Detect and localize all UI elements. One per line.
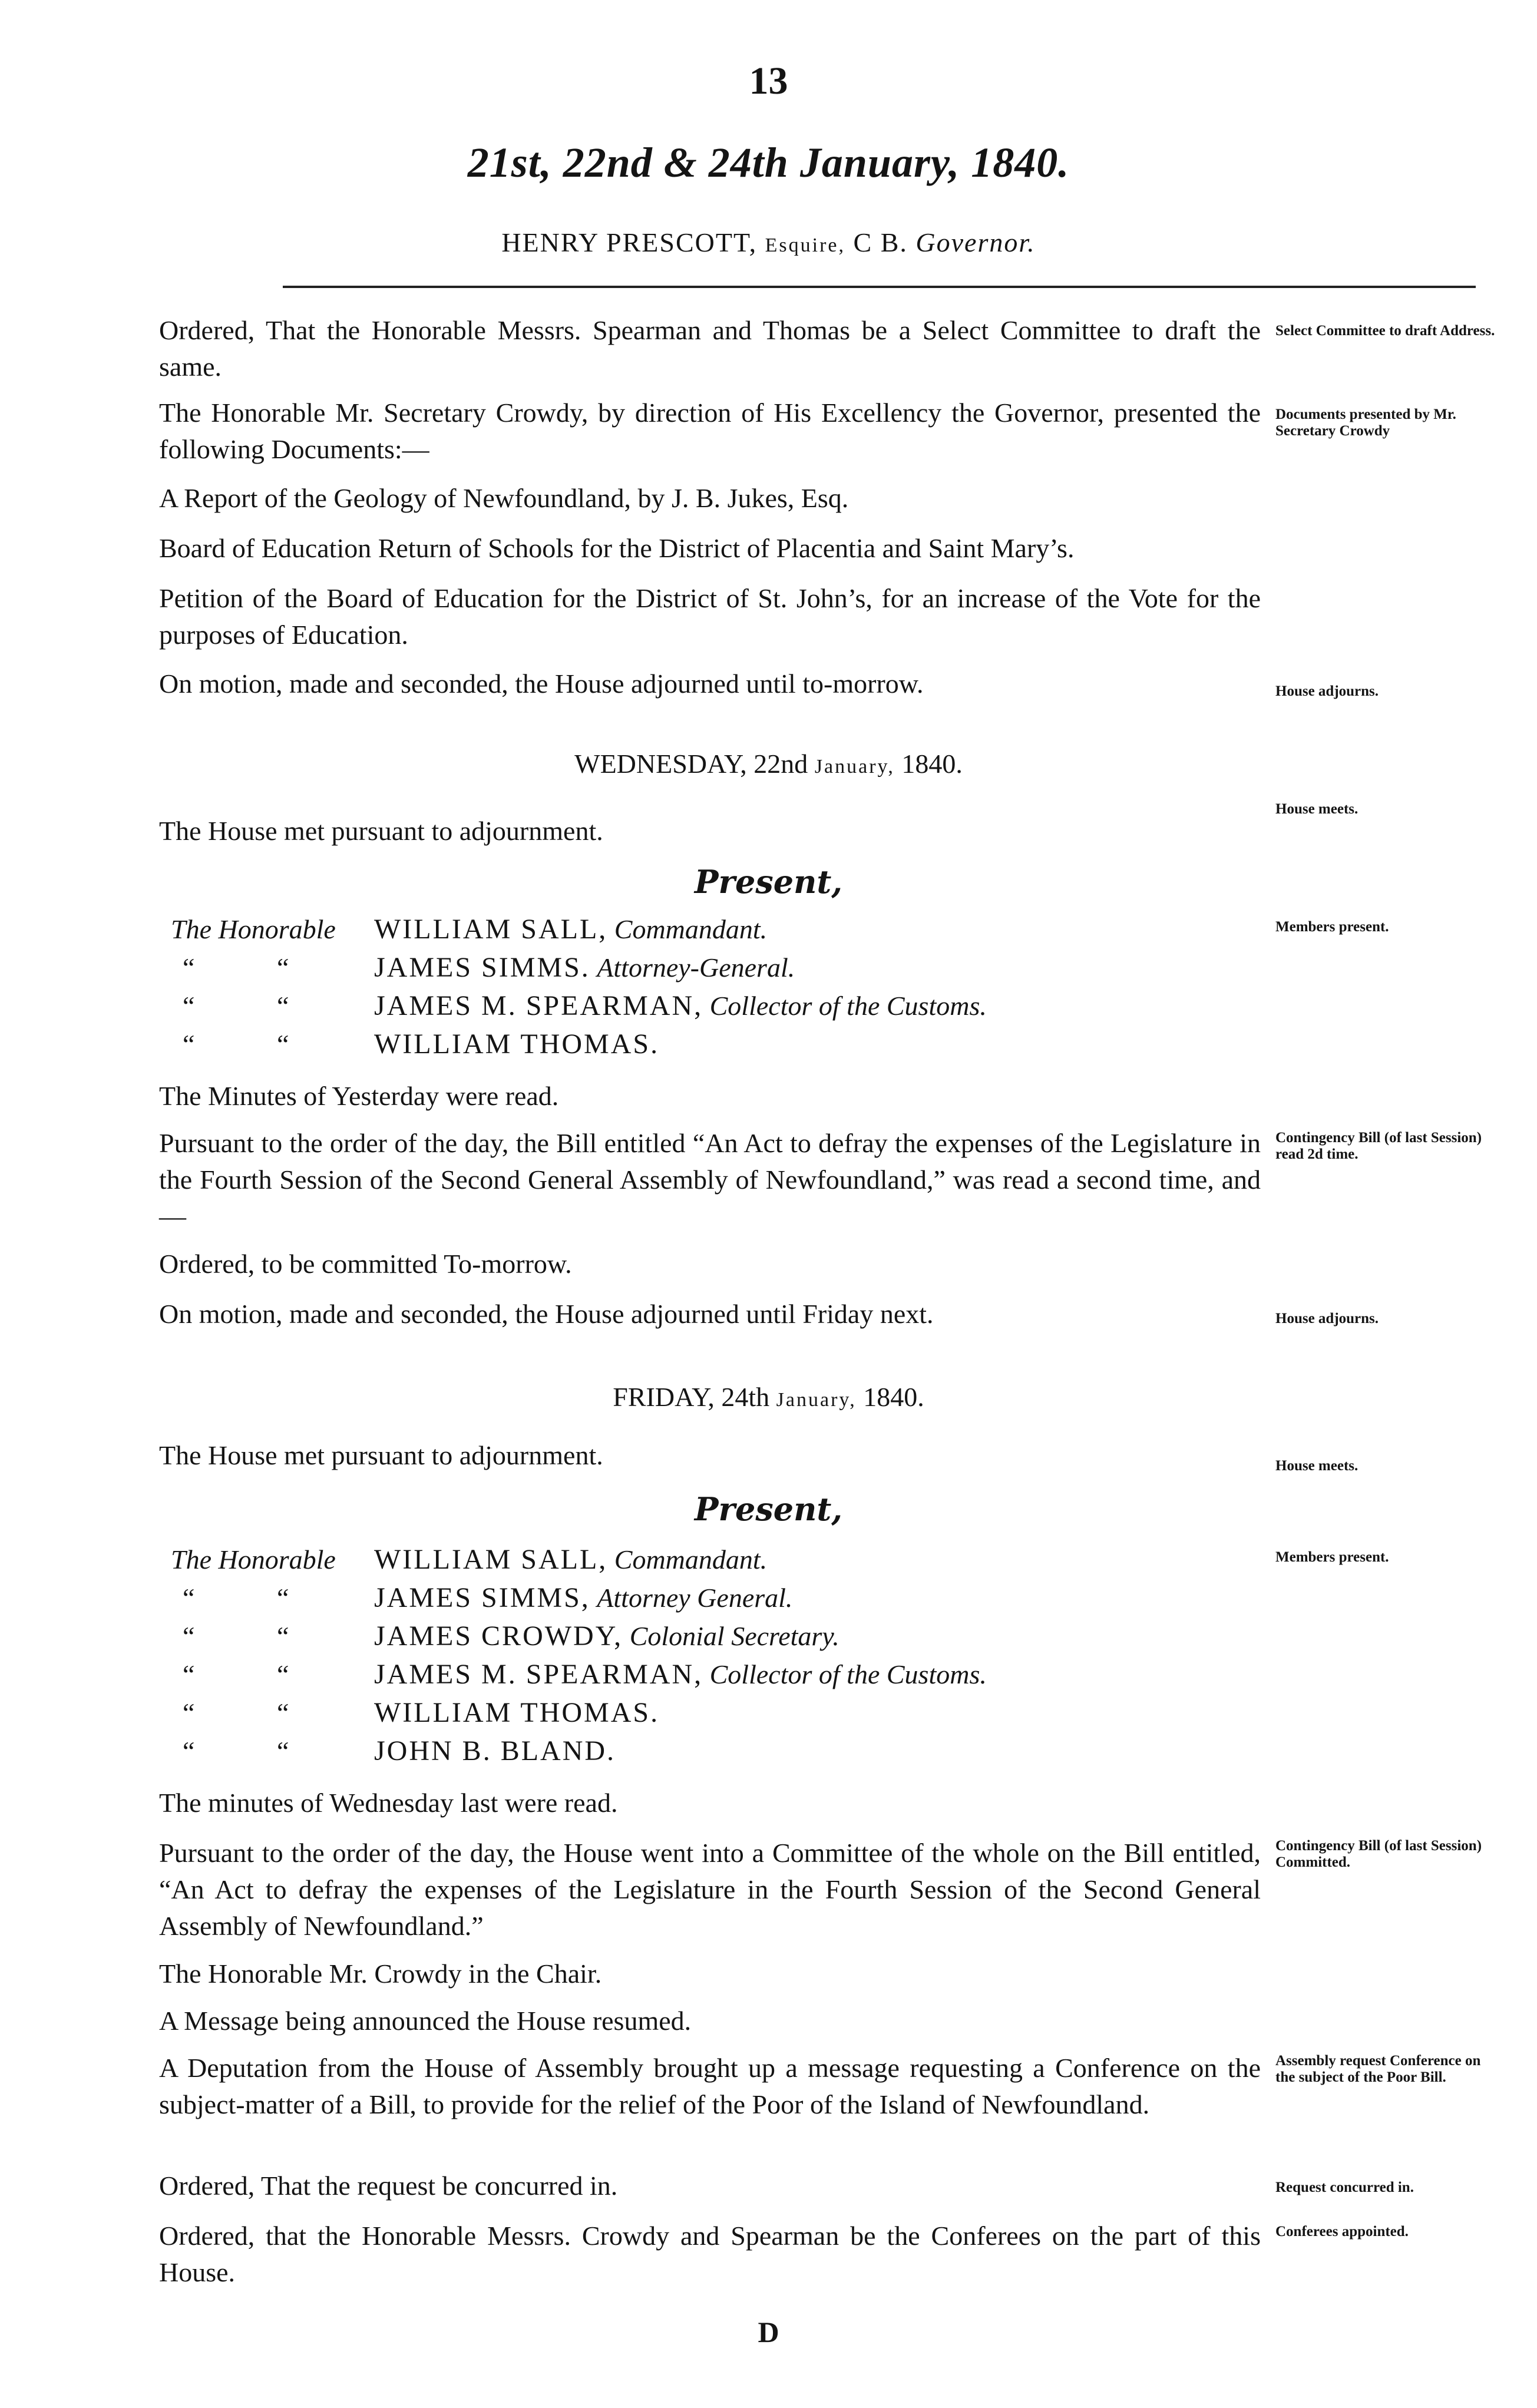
member-row xyxy=(171,951,795,984)
paragraph-text: On motion, made and seconded, the House adjourned until to-morrow. xyxy=(159,669,924,699)
ditto-mark: “ xyxy=(183,1029,195,1059)
ditto-mark: “ xyxy=(183,1659,195,1689)
member-name: WILLIAM THOMAS. xyxy=(374,1697,660,1728)
margin-note: Members present. xyxy=(1275,1549,1389,1565)
member-name: WILLIAM THOMAS. xyxy=(374,1028,660,1060)
heading-day: FRIDAY, 24th xyxy=(613,1382,770,1412)
paragraph-bill-second-reading xyxy=(159,1125,1261,1235)
ditto-mark: “ xyxy=(277,1698,289,1728)
margin-note: House adjourns. xyxy=(1275,683,1379,699)
ditto-mark: “ xyxy=(277,952,289,983)
ditto-mark: “ xyxy=(277,1659,289,1689)
member-row xyxy=(171,990,987,1022)
paragraph-petition xyxy=(159,580,1261,653)
paragraph-text: The House met pursuant to adjournment. xyxy=(159,816,603,846)
paragraph-text: The Minutes of Yesterday were read. xyxy=(159,1081,559,1111)
paragraph-documents-presented xyxy=(159,395,1261,468)
page-title: 21st, 22nd & 24th January, 1840. xyxy=(467,139,1070,186)
page-number: 13 xyxy=(749,59,788,102)
paragraph-text: Petition of the Board of Education for the District of St. John’s, for an increase of the Vote for the purposes of Education. xyxy=(159,583,1261,650)
paragraph-chair xyxy=(159,1956,1261,1992)
member-role: Collector of the Customs. xyxy=(709,1659,987,1689)
ditto-mark: “ xyxy=(183,952,195,983)
paragraph-text: A Report of the Geology of Newfoundland, by J. B. Jukes, Esq. xyxy=(159,483,849,513)
margin-note: House adjourns. xyxy=(1275,1311,1379,1327)
ditto-mark: “ xyxy=(183,1583,195,1613)
member-role: Commandant. xyxy=(614,914,768,944)
member-name: JAMES SIMMS, xyxy=(374,1582,590,1613)
heading-month: January, xyxy=(776,1389,857,1411)
ditto-mark: “ xyxy=(277,1621,289,1651)
margin-note: Request concurred in. xyxy=(1275,2179,1414,2195)
member-name: JAMES M. SPEARMAN, xyxy=(374,990,703,1021)
paragraph-text: On motion, made and seconded, the House adjourned until Friday next. xyxy=(159,1299,934,1329)
paragraph-text: Board of Education Return of Schools for the District of Placentia and Saint Mary’s. xyxy=(159,533,1075,563)
honorable-label: The Honorable xyxy=(171,914,336,944)
ditto-mark: “ xyxy=(183,1621,195,1651)
paragraph-text: The Honorable Mr. Crowdy in the Chair. xyxy=(159,1959,602,1989)
margin-note: Select Committee to draft Address. xyxy=(1275,323,1495,339)
present-heading: Present, xyxy=(694,863,843,901)
present-heading: Present, xyxy=(694,1490,843,1528)
margin-note: Members present. xyxy=(1275,919,1389,935)
governor-cb: C B. xyxy=(853,227,908,257)
paragraph-text: Ordered, That the request be concurred in. xyxy=(159,2171,618,2201)
paragraph-deputation xyxy=(159,2050,1261,2123)
paragraph-text: Ordered, That the Honorable Messrs. Spearman and Thomas be a Select Committee to draft the same. xyxy=(159,315,1261,382)
governor-esquire: Esquire, xyxy=(765,234,846,256)
paragraph-text: Pursuant to the order of the day, the Bill entitled “An Act to defray the expenses of the Legislature in the Fourth Session of the Second General Assembly of Newfoundland,” was read a second time, and— xyxy=(159,1128,1261,1231)
paragraph-text: The minutes of Wednesday last were read. xyxy=(159,1788,618,1818)
paragraph-message-announced xyxy=(159,2003,1261,2039)
member-name: JOHN B. BLAND. xyxy=(374,1735,616,1767)
ditto-mark: “ xyxy=(183,1736,195,1766)
section-heading-wednesday xyxy=(0,748,1537,779)
governor-name: HENRY PRESCOTT, xyxy=(501,227,758,257)
paragraph-adjourned-friday xyxy=(159,1296,1261,1332)
paragraph-minutes xyxy=(159,1078,1261,1114)
member-name: WILLIAM SALL, xyxy=(374,914,608,945)
paragraph-committed xyxy=(159,1246,1261,1282)
signature-letter: D xyxy=(758,2316,779,2349)
member-row xyxy=(171,1543,767,1576)
paragraph-conferees xyxy=(159,2218,1261,2291)
honorable-label: The Honorable xyxy=(171,1544,336,1575)
header-rule xyxy=(283,286,1476,288)
member-name: JAMES M. SPEARMAN, xyxy=(374,1659,703,1690)
paragraph-geology-report xyxy=(159,480,1261,517)
paragraph-adjourned xyxy=(159,666,1261,702)
paragraph-committee-whole xyxy=(159,1835,1261,1944)
margin-note: Contingency Bill (of last Session) Committed. xyxy=(1275,1838,1482,1870)
member-name: JAMES SIMMS. xyxy=(374,952,590,983)
member-name: JAMES CROWDY, xyxy=(374,1620,623,1652)
margin-note: Assembly request Conference on the subject of the Poor Bill. xyxy=(1275,2053,1481,2085)
heading-year: 1840. xyxy=(863,1382,924,1412)
paragraph-text: A Deputation from the House of Assembly brought up a message requesting a Conference on the subject-matter of a Bill, to provide for the relief of the Poor of the Island of Newfoundland. xyxy=(159,2053,1261,2119)
margin-note: Conferees appointed. xyxy=(1275,2224,1409,2240)
paragraph-text: A Message being announced the House resumed. xyxy=(159,2006,692,2036)
heading-month: January, xyxy=(814,756,895,778)
paragraph-house-met xyxy=(159,813,1261,849)
member-row xyxy=(171,1696,659,1729)
paragraph-text: The House met pursuant to adjournment. xyxy=(159,1440,603,1470)
governor-line xyxy=(0,227,1537,258)
paragraph-text: The Honorable Mr. Secretary Crowdy, by direction of His Excellency the Governor, presented the following Documents:— xyxy=(159,398,1261,464)
section-heading-friday xyxy=(0,1381,1537,1413)
member-row xyxy=(171,1620,839,1652)
paragraph-house-met xyxy=(159,1437,1261,1474)
member-role: Collector of the Customs. xyxy=(709,991,987,1021)
heading-year: 1840. xyxy=(901,749,963,779)
ditto-mark: “ xyxy=(277,1029,289,1059)
paragraph-text: Ordered, to be committed To-morrow. xyxy=(159,1249,572,1279)
margin-note: Documents presented by Mr. Secretary Crowdy xyxy=(1275,406,1456,439)
member-role: Colonial Secretary. xyxy=(629,1621,839,1651)
paragraph-board-return xyxy=(159,530,1261,567)
heading-day: WEDNESDAY, 22nd xyxy=(574,749,808,779)
member-row xyxy=(171,1658,987,1691)
member-row xyxy=(171,1028,659,1060)
ditto-mark: “ xyxy=(183,1698,195,1728)
paragraph-select-committee xyxy=(159,312,1261,385)
paragraph-minutes xyxy=(159,1785,1261,1821)
member-name: WILLIAM SALL, xyxy=(374,1544,608,1575)
margin-note: House meets. xyxy=(1275,1458,1358,1474)
paragraph-text: Pursuant to the order of the day, the House went into a Committee of the whole on the Bill entitled, “An Act to defray the expenses of the Legislature in the Fourth Session of the Second General Assembly of Newfoundland.” xyxy=(159,1838,1261,1941)
paragraph-text: Ordered, that the Honorable Messrs. Crowdy and Spearman be the Conferees on the part of this House. xyxy=(159,2221,1261,2287)
governor-role: Governor. xyxy=(915,227,1036,257)
margin-note: House meets. xyxy=(1275,801,1358,817)
member-role: Attorney-General. xyxy=(597,952,795,983)
member-role: Attorney General. xyxy=(597,1583,793,1613)
member-row xyxy=(171,1735,616,1767)
ditto-mark: “ xyxy=(277,1583,289,1613)
ditto-mark: “ xyxy=(183,991,195,1021)
member-role: Commandant. xyxy=(614,1544,768,1575)
paragraph-request-concurred xyxy=(159,2168,1261,2204)
margin-note: Contingency Bill (of last Session) read 2d time. xyxy=(1275,1130,1482,1162)
member-row xyxy=(171,913,767,945)
ditto-mark: “ xyxy=(277,991,289,1021)
ditto-mark: “ xyxy=(277,1736,289,1766)
member-row xyxy=(171,1582,792,1614)
